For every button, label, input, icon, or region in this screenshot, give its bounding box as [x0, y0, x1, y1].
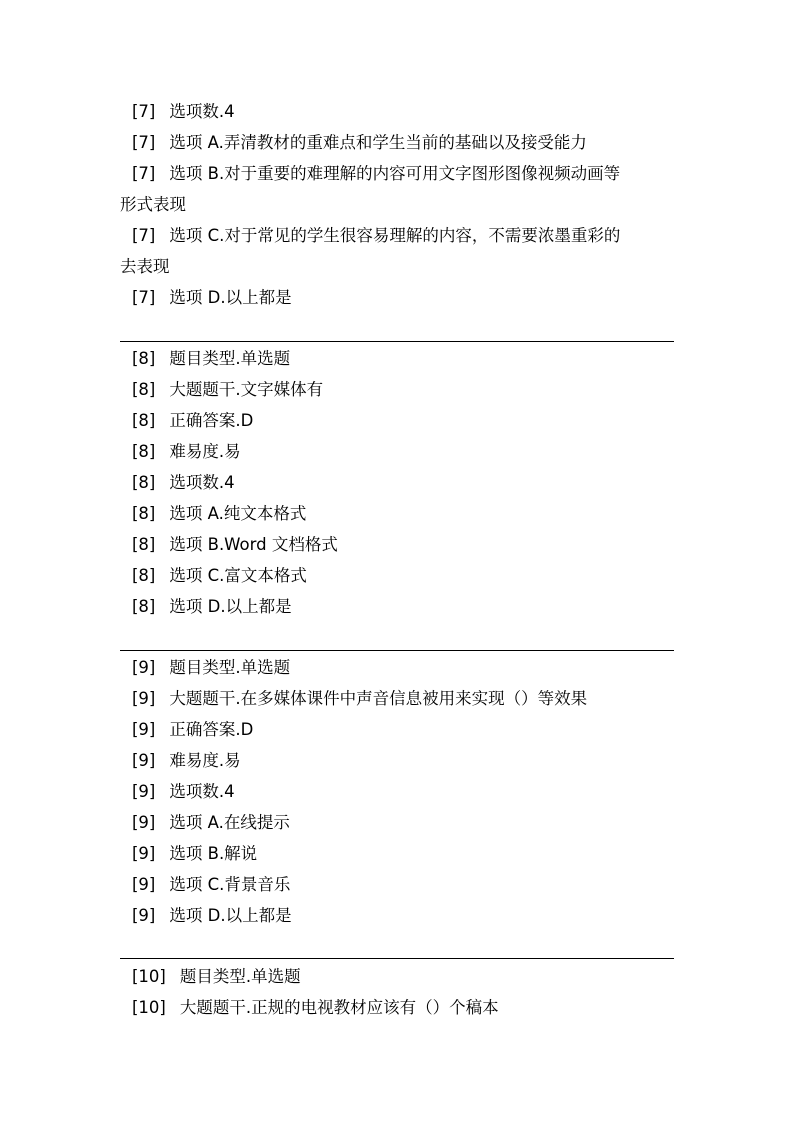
- separator-line: [120, 958, 674, 959]
- q7-option-b-continued: 形式表现: [120, 195, 186, 214]
- separator-line: [120, 650, 674, 651]
- separator-line: [120, 341, 674, 342]
- q7-option-a: [7] 选项 A.弄清教材的重难点和学生当前的基础以及接受能力: [132, 133, 587, 152]
- q9-type: [9] 题目类型.单选题: [120, 652, 675, 683]
- q7-option-c-continued: 去表现: [120, 257, 170, 276]
- q9-option-count: [9] 选项数.4: [132, 782, 235, 801]
- question-8: [120, 343, 675, 622]
- q7-option-b: [7] 选项 B.对于重要的难理解的内容可用文字图形图像视频动画等: [132, 164, 621, 183]
- question-10: [120, 961, 675, 1023]
- q8-option-count: [8] 选项数.4: [132, 473, 235, 492]
- q9-option-b: [9] 选项 B.解说: [132, 844, 258, 863]
- q9-answer: [9] 正确答案.D: [132, 720, 254, 739]
- q8-option-b: [8] 选项 B.Word 文档格式: [132, 535, 338, 554]
- question-7: [120, 96, 675, 313]
- q7-option-d: [7] 选项 D.以上都是: [132, 288, 292, 307]
- q9-stem: [9] 大题题干.在多媒体课件中声音信息被用来实现（）等效果: [132, 689, 588, 708]
- q7-number: [7]: [132, 102, 156, 121]
- q9-number: [9]: [132, 658, 156, 677]
- q9-option-d: [9] 选项 D.以上都是: [132, 906, 292, 925]
- q10-number: [10]: [132, 967, 166, 986]
- q9-option-c: [9] 选项 C.背景音乐: [132, 875, 291, 894]
- q9-option-a: [9] 选项 A.在线提示: [132, 813, 290, 832]
- q8-option-a: [8] 选项 A.纯文本格式: [132, 504, 307, 523]
- q8-option-d: [8] 选项 D.以上都是: [132, 597, 292, 616]
- q10-stem: [10] 大题题干.正规的电视教材应该有（）个稿本: [132, 998, 499, 1017]
- q8-type: [8] 题目类型.单选题: [120, 343, 675, 374]
- q10-type: [10] 题目类型.单选题: [120, 961, 675, 992]
- q7-option-c: [7] 选项 C.对于常见的学生很容易理解的内容，不需要浓墨重彩的: [132, 226, 621, 245]
- q8-difficulty: [8] 难易度.易: [132, 442, 241, 461]
- q8-stem: [8] 大题题干.文字媒体有: [132, 380, 324, 399]
- q9-difficulty: [9] 难易度.易: [132, 751, 241, 770]
- q8-number: [8]: [132, 349, 156, 368]
- q8-answer: [8] 正确答案.D: [132, 411, 254, 430]
- q7-option-count: [7] 选项数.4: [120, 96, 675, 127]
- q8-option-c: [8] 选项 C.富文本格式: [132, 566, 307, 585]
- question-9: [120, 652, 675, 931]
